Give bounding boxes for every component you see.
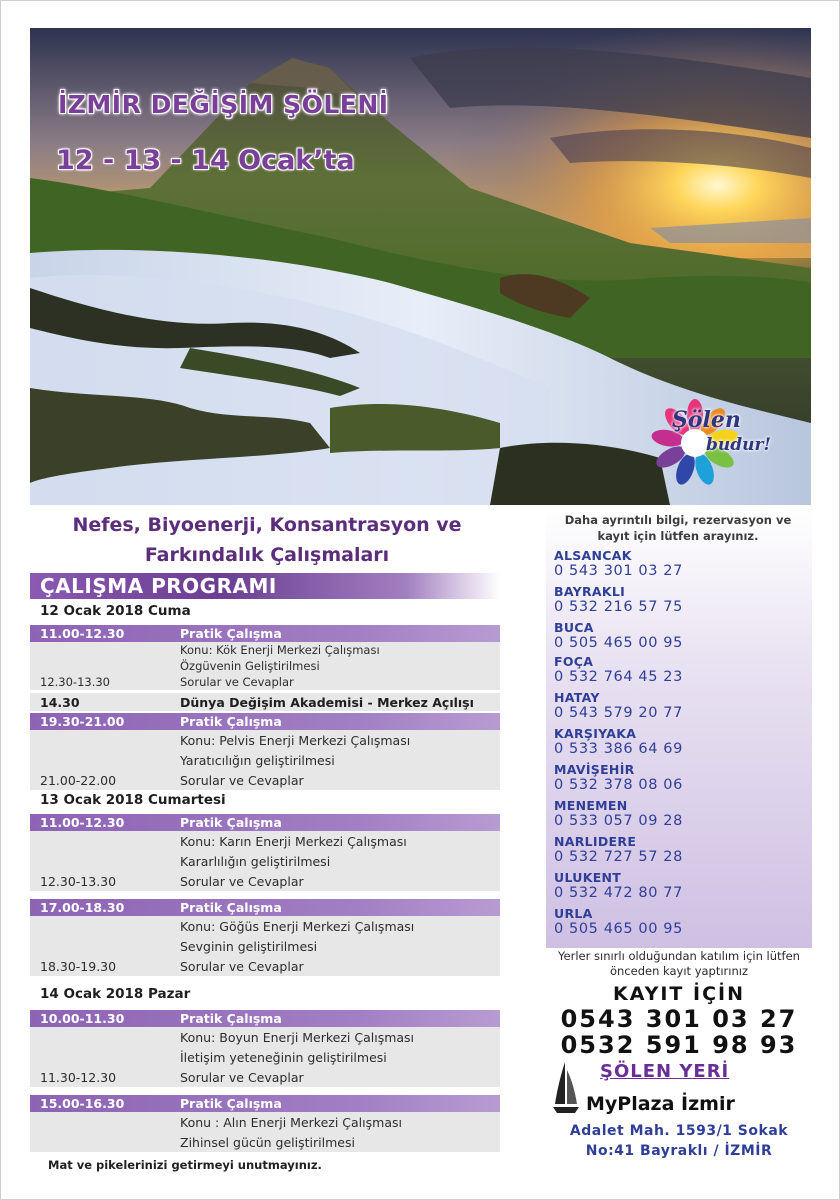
branch-name: ALSANCAK [554,548,632,563]
branch-phone[interactable]: 0 543 301 03 27 [554,563,683,579]
qa-time: 12.30-13.30 [40,874,117,889]
session-time: 11.00-12.30 [40,815,125,830]
sailboat-icon [551,1060,581,1118]
logo-text: Şölen [672,407,741,433]
branch-name: FOÇA [554,654,594,669]
branch-name: HATAY [554,690,600,705]
branch-phone[interactable]: 0 532 472 80 77 [554,885,683,901]
session-topic: Konu: Karın Enerji Merkezi Çalışması [180,834,407,849]
session-body [30,730,500,790]
session-block [30,1095,500,1152]
logo-text-2: budur! [706,435,771,455]
qa-time: 21.00-22.00 [40,773,117,788]
branch-name: MENEMEN [554,798,628,813]
session-body [30,916,500,976]
session-name: Pratik Çalışma [180,1011,282,1026]
session-header [30,713,500,730]
session-detail: Sevginin geliştirilmesi [180,939,318,954]
session-row [30,936,500,956]
session-header [30,814,500,831]
branch-name: NARLIDERE [554,834,637,849]
session-row [30,730,500,750]
session-topic: Konu: Kök Enerji Merkezi Çalışması [180,643,380,657]
event-dates: 12 - 13 - 14 Ocak’ta [56,145,355,176]
session-name: Pratik Çalışma [180,815,282,830]
branch-phone[interactable]: 0 532 216 57 75 [554,599,683,615]
hero-image [30,28,811,505]
limited-seats-note [544,949,814,979]
session-body [30,1112,500,1152]
qa-time: 11.30-12.30 [40,1070,117,1085]
session-topic: Konu: Göğüs Enerji Merkezi Çalışması [180,919,415,934]
session-time: 15.00-16.30 [40,1096,125,1111]
program-title: ÇALIŞMA PROGRAMI [40,574,277,598]
session-row [30,851,500,871]
session-row [30,674,500,690]
session-detail: Kararlılığın geliştirilmesi [180,854,331,869]
branch-name: BAYRAKLI [554,584,626,599]
session-header [30,1010,500,1027]
subtitle-line-1: Nefes, Biyoenerji, Konsantrasyon ve [72,514,462,536]
qa-label: Sorular ve Cevaplar [180,675,294,689]
session-body [30,1027,500,1087]
session-row [30,770,500,790]
venue-address-line-1: Adalet Mah. 1593/1 Sokak [569,1123,789,1139]
session-topic: Konu : Alın Enerji Merkezi Çalışması [180,1115,402,1130]
branch-phone[interactable]: 0 533 386 64 69 [554,741,683,757]
day-heading: 12 Ocak 2018 Cuma [40,603,191,619]
session-row [30,1067,500,1087]
session-block [30,713,500,790]
branch-phone[interactable]: 0 505 465 00 95 [554,921,683,937]
qa-time: 12.30-13.30 [40,675,110,689]
opening-row [30,693,500,711]
session-detail: Yaratıcılığın geliştirilmesi [180,753,335,768]
session-name: Pratik Çalışma [180,1096,282,1111]
day-heading: 14 Ocak 2018 Pazar [40,986,191,1002]
session-time: 10.00-11.30 [40,1011,125,1026]
session-block [30,1010,500,1087]
session-body [30,831,500,891]
session-block [30,625,500,690]
qa-label: Sorular ve Cevaplar [180,773,304,788]
qa-label: Sorular ve Cevaplar [180,959,304,974]
qa-label: Sorular ve Cevaplar [180,1070,304,1085]
branch-phone[interactable]: 0 505 465 00 95 [554,635,683,651]
limited-line-2: önceden kayıt yaptırınız [609,964,748,978]
session-row [30,750,500,770]
venue-name: MyPlaza İzmir [586,1093,735,1115]
registration-label: KAYIT İÇİN [613,983,745,1005]
footnote: Mat ve pikelerinizi getirmeyi unutmayınız. [48,1158,322,1172]
session-time: 17.00-18.30 [40,900,125,915]
session-time: 19.30-21.00 [40,714,125,729]
session-row [30,956,500,976]
session-row [30,1132,500,1152]
session-row [30,1027,500,1047]
session-block [30,899,500,976]
session-header [30,625,500,642]
session-detail: Özgüvenin Geliştirilmesi [180,659,320,673]
session-row [30,871,500,891]
venue-address-line-2: No:41 Bayraklı / İZMİR [585,1143,773,1159]
branch-phone[interactable]: 0 532 764 45 23 [554,669,683,685]
session-row [30,1047,500,1067]
session-detail: Zihinsel gücün geliştirilmesi [180,1135,355,1150]
branch-name: KARŞIYAKA [554,726,637,741]
session-name: Pratik Çalışma [180,626,282,641]
contact-intro [553,512,803,544]
event-title: İZMİR DEĞİŞİM ŞÖLENİ [58,90,389,119]
session-row [30,658,500,674]
opening-name: Dünya Değişim Akademisi - Merkez Açılışı [180,695,474,710]
branch-phone[interactable]: 0 532 378 08 06 [554,777,683,793]
session-row [30,831,500,851]
contact-intro-line-2: kayıt için lütfen arayınız. [597,529,759,543]
venue-label: ŞÖLEN YERİ [600,1061,730,1082]
registration-phone[interactable]: 0532 591 98 93 [560,1031,798,1059]
session-block [30,814,500,891]
qa-time: 18.30-19.30 [40,959,117,974]
branch-phone[interactable]: 0 543 579 20 77 [554,705,683,721]
session-name: Pratik Çalışma [180,900,282,915]
session-row [30,642,500,658]
limited-line-1: Yerler sınırlı olduğundan katılım için lütfen [558,949,800,963]
branch-name: ULUKENT [554,870,622,885]
branch-name: URLA [554,906,593,921]
session-body [30,642,500,690]
session-header [30,1095,500,1112]
session-topic: Konu: Pelvis Enerji Merkezi Çalışması [180,733,411,748]
branch-name: MAVİŞEHİR [554,762,635,777]
session-row [30,916,500,936]
day-heading: 13 Ocak 2018 Cumartesi [40,792,226,808]
branch-phone[interactable]: 0 533 057 09 28 [554,813,683,829]
branch-phone[interactable]: 0 532 727 57 28 [554,849,683,865]
subtitle-line-2: Farkındalık Çalışmaları [144,544,390,566]
session-header [30,899,500,916]
contact-intro-line-1: Daha ayrıntılı bilgi, rezervasyon ve [564,513,792,527]
session-topic: Konu: Boyun Enerji Merkezi Çalışması [180,1030,415,1045]
registration-phone[interactable]: 0543 301 03 27 [560,1005,798,1033]
qa-label: Sorular ve Cevaplar [180,874,304,889]
session-detail: İletişim yeteneğinin geliştirilmesi [180,1050,387,1065]
session-name: Pratik Çalışma [180,714,282,729]
opening-time: 14.30 [40,695,80,710]
session-time: 11.00-12.30 [40,626,125,641]
workshop-subtitle [32,510,502,570]
branch-name: BUCA [554,620,594,635]
session-row [30,1112,500,1132]
